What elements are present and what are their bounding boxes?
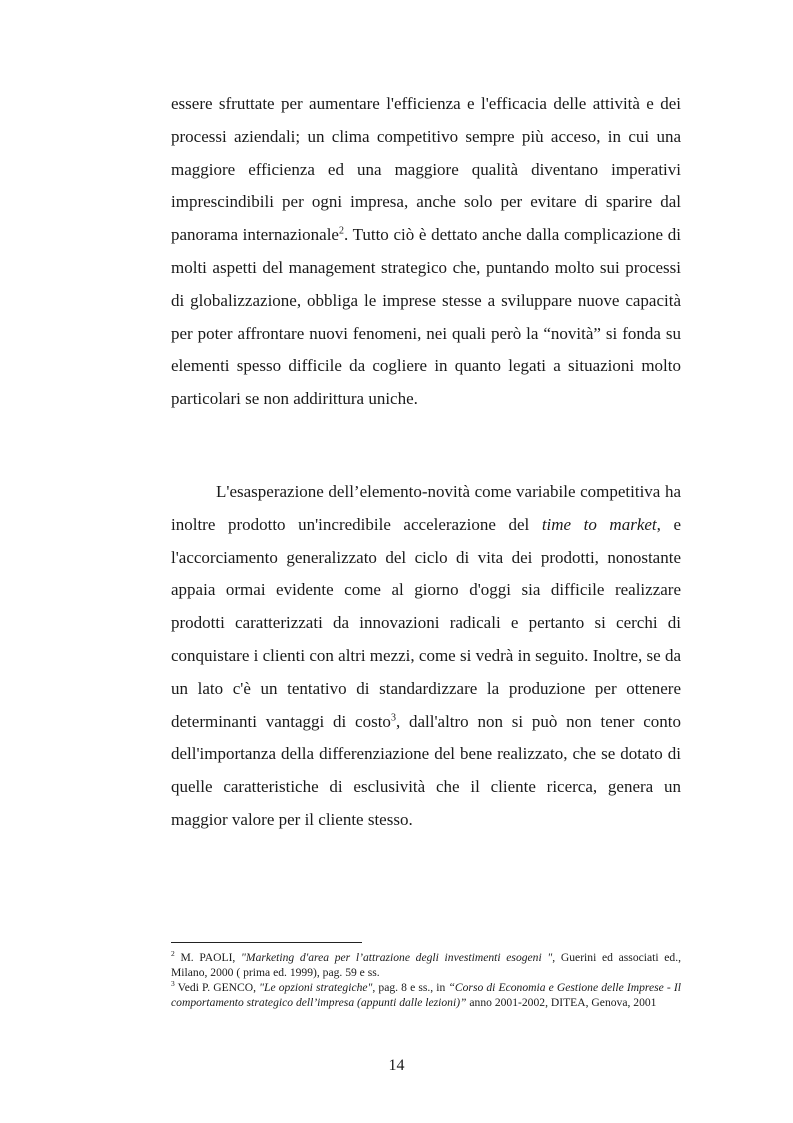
- paragraph-2-text-c: , dall'altro non si può non tener conto dell'importanza della differenziazione del bene realizzato, che se dotato di quelle caratteristiche di esclusività che il cliente ricerca, genera un maggior valore per il cliente stesso.: [171, 711, 682, 829]
- footnote-3: [171, 980, 681, 1010]
- paragraph-2: [171, 476, 681, 837]
- footnotes: [171, 950, 681, 1010]
- paragraph-1: [171, 88, 681, 416]
- footnote-title: "Le opzioni strategiche": [259, 981, 373, 994]
- footnote-ref-3[interactable]: 3: [390, 711, 396, 723]
- paragraph-1-text-b: . Tutto ciò è dettato anche dalla complicazione di molti aspetti del management strategico che, puntando molto sui processi di globalizzazione, obbliga le imprese stesse a sviluppare nuove capacità per poter affrontare nuovi fenomeni, nei quali però la “novità” si fonda su elementi spesso difficile da cogliere in quanto legati a situazioni molto particolari se non addirittura uniche.: [171, 225, 681, 409]
- footnote-number: 2: [171, 949, 175, 959]
- paragraph-1-text-a: essere sfruttate per aumentare l'efficienza e l'efficacia delle attività e dei processi aziendali; un clima competitivo sempre più acceso, in cui una maggiore efficienza ed una maggiore qualità diventano imperativi imprescindibili per ogni impresa, anche solo per evitare di sparire dal panorama internazionale: [171, 94, 681, 245]
- footnote-separator: [171, 942, 362, 943]
- paragraph-2-text-a: L'esasperazione dell’elemento-novità come variabile competitiva ha inoltre prodotto un'incredibile accelerazione del: [171, 482, 681, 534]
- footnote-title: "Marketing d'area per l’attrazione degli investimenti esogeni ": [241, 951, 553, 964]
- paragraph-2-text-b: , e l'accorciamento generalizzato del ciclo di vita dei prodotti, nonostante appaia ormai evidente come al giorno d'oggi sia difficile realizzare prodotti caratterizzati da innovazioni radicali e pertanto si cerchi di conquistare i clienti con altri mezzi, come si vedrà in seguito. Inoltre, se da un lato c'è un tentativo di standardizzare la produzione per ottenere determinanti vantaggi di costo: [171, 514, 682, 731]
- footnote-text: , Guerini ed associati ed., Milano, 2000 ( prima ed. 1999), pag. 59 e ss.: [171, 951, 682, 979]
- page-number: 14: [388, 1057, 405, 1074]
- footnote-title: “Corso di Economia e Gestione delle Imprese - Il comportamento strategico dell’impresa (appunti dalle lezioni)”: [171, 981, 681, 1009]
- paragraph-2-emphasis: time to market: [541, 514, 657, 534]
- footnote-2: [171, 950, 681, 980]
- footnote-text: anno 2001-2002, DITEA, Genova, 2001: [466, 996, 657, 1009]
- footnote-number: 3: [171, 979, 175, 989]
- footnote-ref-2[interactable]: 2: [338, 225, 344, 237]
- footnote-text: Vedi P. GENCO,: [174, 981, 260, 994]
- footnote-text: , pag. 8 e ss., in: [372, 981, 449, 994]
- footnote-text: M. PAOLI,: [174, 951, 242, 964]
